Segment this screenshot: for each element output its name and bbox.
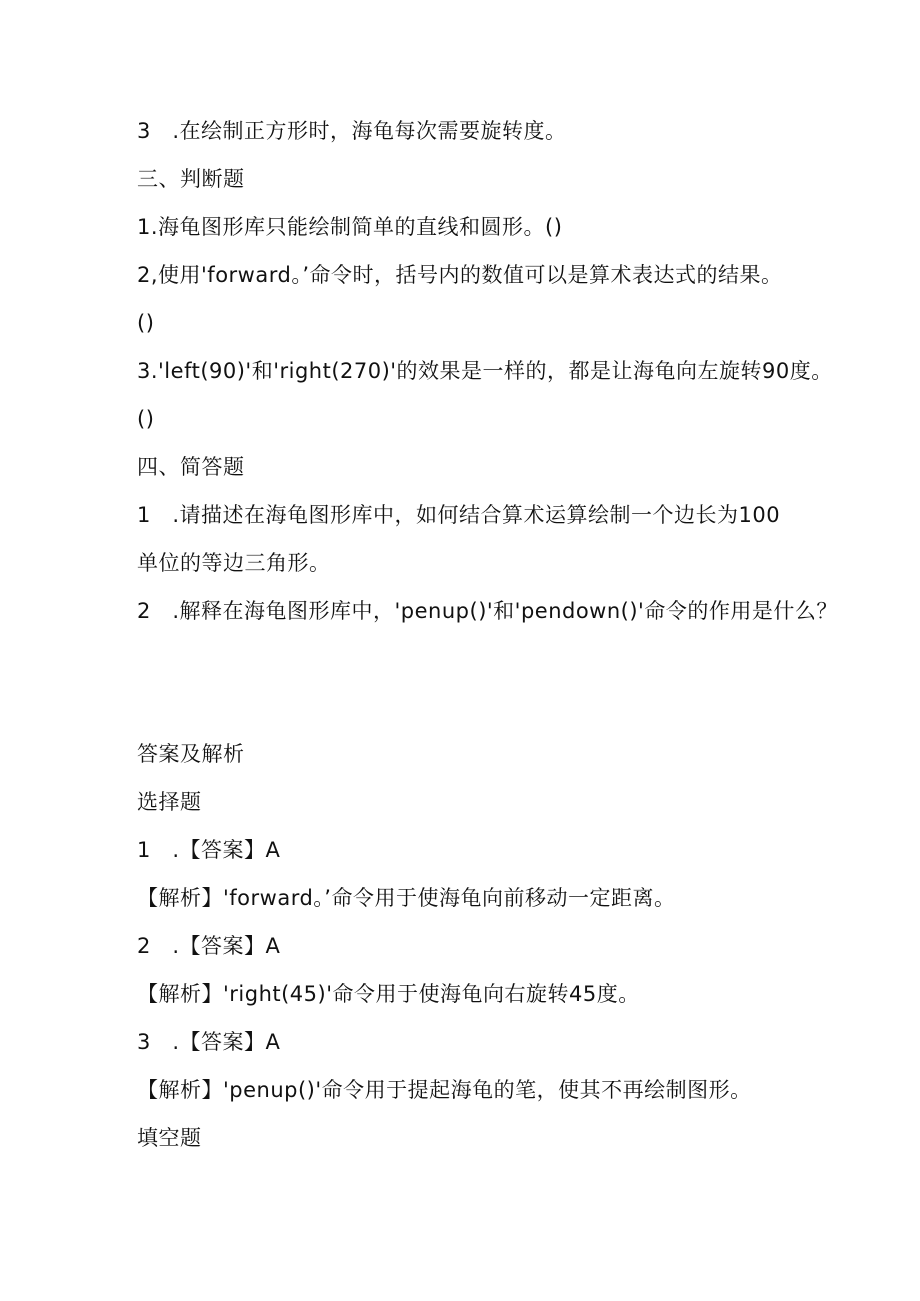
answers-choice-heading: 选择题 <box>137 790 202 814</box>
answer-1: 1 .【答案】A <box>137 838 281 862</box>
true-false-question-2-paren: () <box>137 311 155 335</box>
explanation-2: 【解析】'right(45)'命令用于使海龟向右旋转45度。 <box>137 982 640 1006</box>
short-answer-question-1-cont: 单位的等边三角形。 <box>137 551 331 575</box>
explanation-3: 【解析】'penup()'命令用于提起海龟的笔，使其不再绘制图形。 <box>137 1078 752 1102</box>
true-false-question-3: 3.'left(90)'和'right(270)'的效果是一样的，都是让海龟向左旋转90度。 <box>137 359 833 383</box>
true-false-question-2: 2,使用'forward。’命令时，括号内的数值可以是算术表达式的结果。 <box>137 263 783 287</box>
short-answer-question-2: 2 .解释在海龟图形库中，'penup()'和'pendown()'命令的作用是什么？ <box>137 599 838 623</box>
section-heading-short-answer: 四、简答题 <box>137 455 245 479</box>
fill-blank-question-3: 3 .在绘制正方形时，海龟每次需要旋转度。 <box>137 119 567 143</box>
explanation-1: 【解析】'forward。’命令用于使海龟向前移动一定距离。 <box>137 886 676 910</box>
true-false-question-1: 1.海龟图形库只能绘制简单的直线和圆形。() <box>137 215 563 239</box>
section-heading-true-false: 三、判断题 <box>137 167 245 191</box>
answers-fill-blank-heading: 填空题 <box>137 1126 202 1150</box>
answers-heading: 答案及解析 <box>137 742 245 766</box>
answer-2: 2 .【答案】A <box>137 934 281 958</box>
answer-3: 3 .【答案】A <box>137 1030 281 1054</box>
short-answer-question-1: 1 .请描述在海龟图形库中，如何结合算术运算绘制一个边长为100 <box>137 503 781 527</box>
true-false-question-3-paren: () <box>137 407 155 431</box>
